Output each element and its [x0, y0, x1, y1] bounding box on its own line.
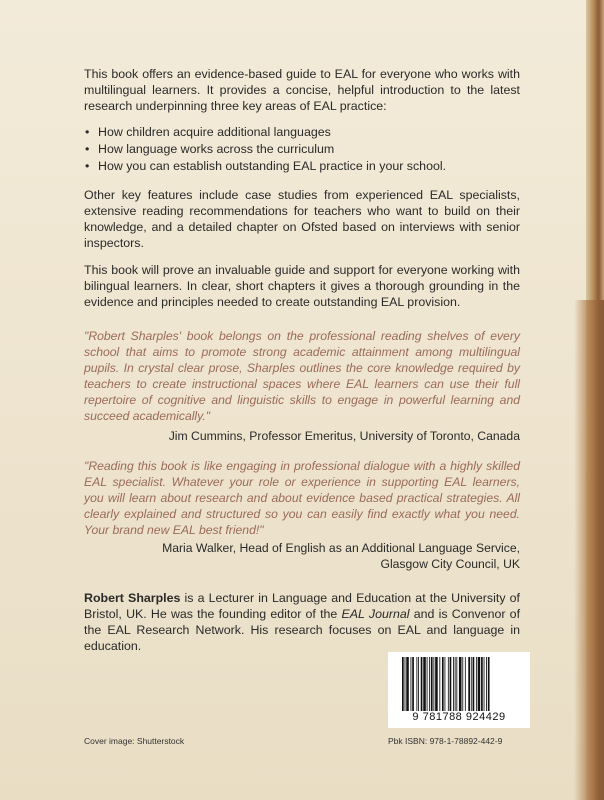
barcode-bar	[448, 657, 449, 711]
quote-walker-attribution-line1: Maria Walker, Head of English as an Additional Language Service,	[162, 541, 520, 555]
barcode-bar	[429, 657, 430, 711]
author-name: Robert Sharples	[84, 591, 181, 605]
barcode-bar	[465, 657, 466, 711]
barcode-bar	[455, 657, 456, 711]
barcode-bar	[435, 657, 438, 711]
barcode-bar	[416, 657, 417, 711]
barcode-bar	[431, 657, 433, 711]
isbn-barcode	[388, 652, 530, 728]
list-item: • How language works across the curriculum	[85, 142, 335, 156]
isbn-number: Pbk ISBN: 978-1-78892-442-9	[388, 736, 503, 746]
list-item: • How children acquire additional languages	[85, 125, 331, 139]
bullet-icon: •	[85, 142, 90, 156]
barcode-bars	[402, 657, 516, 711]
barcode-bar	[471, 657, 472, 711]
quote-cummins-attribution: Jim Cummins, Professor Emeritus, University of Toronto, Canada	[168, 429, 520, 443]
barcode-bar	[405, 657, 406, 711]
barcode-bar	[411, 657, 412, 711]
journal-title: EAL Journal	[341, 607, 410, 621]
bullet-icon: •	[85, 159, 90, 173]
barcode-bar	[486, 657, 487, 711]
barcode-bar	[484, 657, 485, 711]
features-paragraph: Other key features include case studies from experienced EAL specialists, extensive reading recommendations for teachers who want to build on their knowledge, and a detailed chapter on Ofsted based on interviews with senior inspectors.	[84, 188, 520, 250]
author-bio: Robert Sharples is a Lecturer in Language and Education at the University of Bristol, UK. He was the founding editor of the EAL Journal and is Convenor of the EAL Research Network. His research focuses on EAL and language in education.	[84, 591, 521, 653]
barcode-bar	[488, 657, 490, 711]
quote-walker-attribution-line2: Glasgow City Council, UK	[380, 557, 520, 571]
barcode-bar	[423, 657, 426, 711]
barcode-bar	[468, 657, 470, 711]
barcode-bar	[402, 657, 404, 711]
barcode-bar	[427, 657, 428, 711]
barcode-bar	[459, 657, 462, 711]
barcode-bar	[450, 657, 452, 711]
barcode-bar	[442, 657, 444, 711]
key-areas-list	[84, 124, 520, 175]
barcode-bar	[478, 657, 481, 711]
barcode-bar	[421, 657, 423, 711]
barcode-bar	[406, 657, 409, 711]
barcode-bar	[476, 657, 477, 711]
barcode-bar	[412, 657, 414, 711]
wood-edge-shadow	[574, 300, 604, 800]
barcode-bar	[445, 657, 446, 711]
list-item: • How you can establish outstanding EAL practice in your school.	[85, 159, 447, 173]
quote-walker: "Reading this book is like engaging in professional dialogue with a highly skilled EAL specialist. Whatever your role or experience in supporting EAL learners, you will learn about research and about evidence based practical strategies. All clearly explained and structured so you can easily find exactly what you need. Your brand new EAL best friend!"	[84, 459, 520, 537]
cover-image-credit: Cover image: Shutterstock	[84, 736, 185, 746]
bullet-icon: •	[85, 125, 90, 139]
blurb-content	[84, 66, 520, 654]
barcode-bar	[453, 657, 454, 711]
barcode-bar	[462, 657, 463, 711]
barcode-bar	[473, 657, 475, 711]
barcode-bar	[433, 657, 434, 711]
barcode-bar	[418, 657, 419, 711]
quote-cummins: "Robert Sharples' book belongs on the professional reading shelves of every school that aims to promote strong academic attainment among multilingual pupils. In crystal clear prose, Sharples outlines the core knowledge required by teachers to create instructional spaces where EAL learners can use their full repertoire of cognitive and linguistic skills to engage in powerful learning and succeed academically."	[84, 329, 520, 423]
barcode-bar	[481, 657, 483, 711]
intro-paragraph: This book offers an evidence-based guide to EAL for everyone who works with multilingual learners. It provides a concise, helpful introduction to the latest research underpinning three key areas of EAL practice:	[84, 67, 520, 113]
barcode-bar	[456, 657, 457, 711]
barcode-bar	[439, 657, 440, 711]
closing-paragraph: This book will prove an invaluable guide and support for everyone working with bilingual learners. In clear, short chapters it gives a thorough grounding in the evidence and principles needed to create outstanding EAL provision.	[84, 263, 520, 309]
barcode-digits: 9 781788 924429	[412, 711, 506, 723]
